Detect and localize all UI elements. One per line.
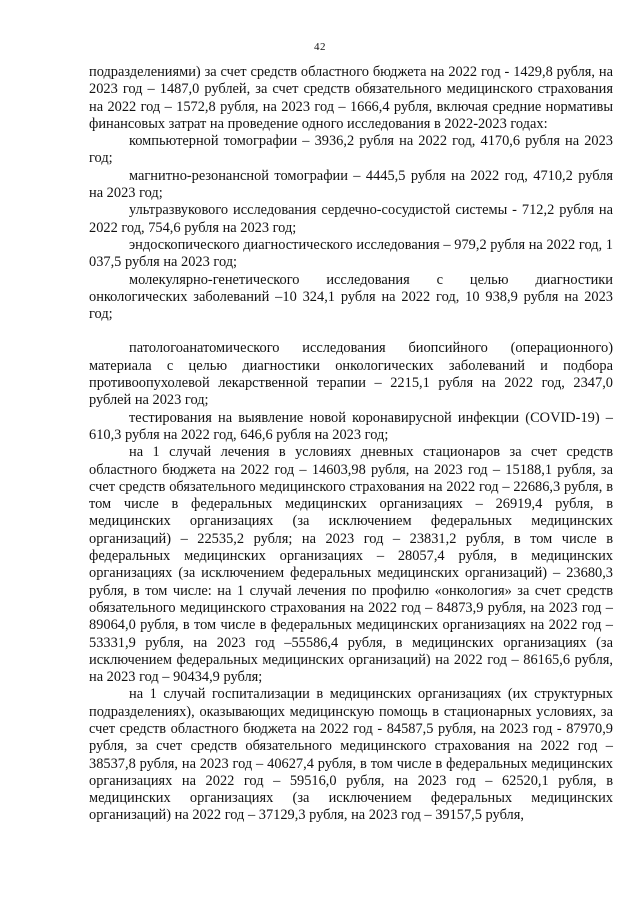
paragraph-ct: компьютерной томографии – 3936,2 рубля на 2022 год, 4170,6 рубля на 2023 год; (89, 133, 613, 167)
paragraph-intro: подразделениями) за счет средств областного бюджета на 2022 год - 1429,8 рубля, на 2023 год – 1487,0 рублей, за счет средств обязательного медицинского страхования на 2022 год – 1572,8 рубля, на 2023 год – 1666,4 рубля, включая средние нормативы финансовых затрат на проведение одного исследования в 2022-2023 годах: (89, 64, 613, 132)
paragraph-hospitalization: на 1 случай госпитализации в медицинских организациях (их структурных подразделениях), оказывающих медицинскую помощь в стационарных условиях, за счет средств областного бюджета на 2022 год - 84587,5 рубля, на 2023 год - 87970,9 рубля, за счет средств обязательного медицинского страхования на 2022 год – 38537,8 рубля, на 2023 год – 40627,4 рубля, в том числе в федеральных медицинских организациях на 2022 год – 59516,0 рубля, на 2023 год – 62520,1 рубля, в медицинских организациях (за исключением федеральных медицинских организаций) на 2022 год – 37129,3 рубля, на 2023 год – 39157,5 рубля, (89, 686, 613, 824)
document-body (89, 64, 613, 825)
paragraph-ultrasound: ультразвукового исследования сердечно-сосудистой системы - 712,2 рубля на 2022 год, 754,6 рубля на 2023 год; (89, 202, 613, 236)
paragraph-covid-testing: тестирования на выявление новой коронавирусной инфекции (COVID-19) – 610,3 рубля на 2022 год, 646,6 рубля на 2023 год; (89, 409, 613, 443)
paragraph-endoscopy: эндоскопического диагностического исследования – 979,2 рубля на 2022 год, 1 037,5 рубля на 2023 год; (89, 236, 613, 271)
page-number: 42 (314, 41, 326, 53)
paragraph-day-hospital: на 1 случай лечения в условиях дневных стационаров за счет средств областного бюджета на 2022 год – 14603,98 рубля, на 2023 год – 15188,1 рубля, за счет средств обязательного медицинского страхования на 2022 год – 22686,3 рубля, в том числе в федеральных медицинских организациях – 26919,4 рубля, в медицинских организациях (за исключением федеральных медицинских организаций) – 22535,2 рубля; на 2023 год – 23831,2 рубля, в том числе в федеральных медицинских организациях – 28057,4 рубля, в медицинских организациях (за исключением федеральных медицинских организаций) – 23680,3 рубля, в том числе: на 1 случай лечения по профилю «онкология» за счет средств обязательного медицинского страхования на 2022 год – 84873,9 рубля, на 2023 год – 89064,0 рубля, в том числе в федеральных медицинских организациях на 2022 год – 53331,9 рубля, на 2023 год –55586,4 рубля, в медицинских организациях (за исключением федеральных медицинских организаций) на 2022 год – 86165,6 рубля, на 2023 год – 90434,9 рубля; (89, 444, 613, 686)
paragraph-pathology: патологоанатомического исследования биопсийного (операционного) материала с целью диагностики онкологических заболеваний и подбора противоопухолевой лекарственной терапии – 2215,1 рубля на 2022 год, 2347,0 рублей на 2023 год; (89, 340, 613, 409)
paragraph-mri: магнитно-резонансной томографии – 4445,5 рубля на 2022 год, 4710,2 рубля на 2023 год; (89, 167, 613, 202)
paragraph-molecular-genetic: молекулярно-генетического исследования с целью диагностики онкологических заболеваний –10 324,1 рубля на 2022 год, 10 938,9 рубля на 2023 год; (89, 271, 613, 323)
